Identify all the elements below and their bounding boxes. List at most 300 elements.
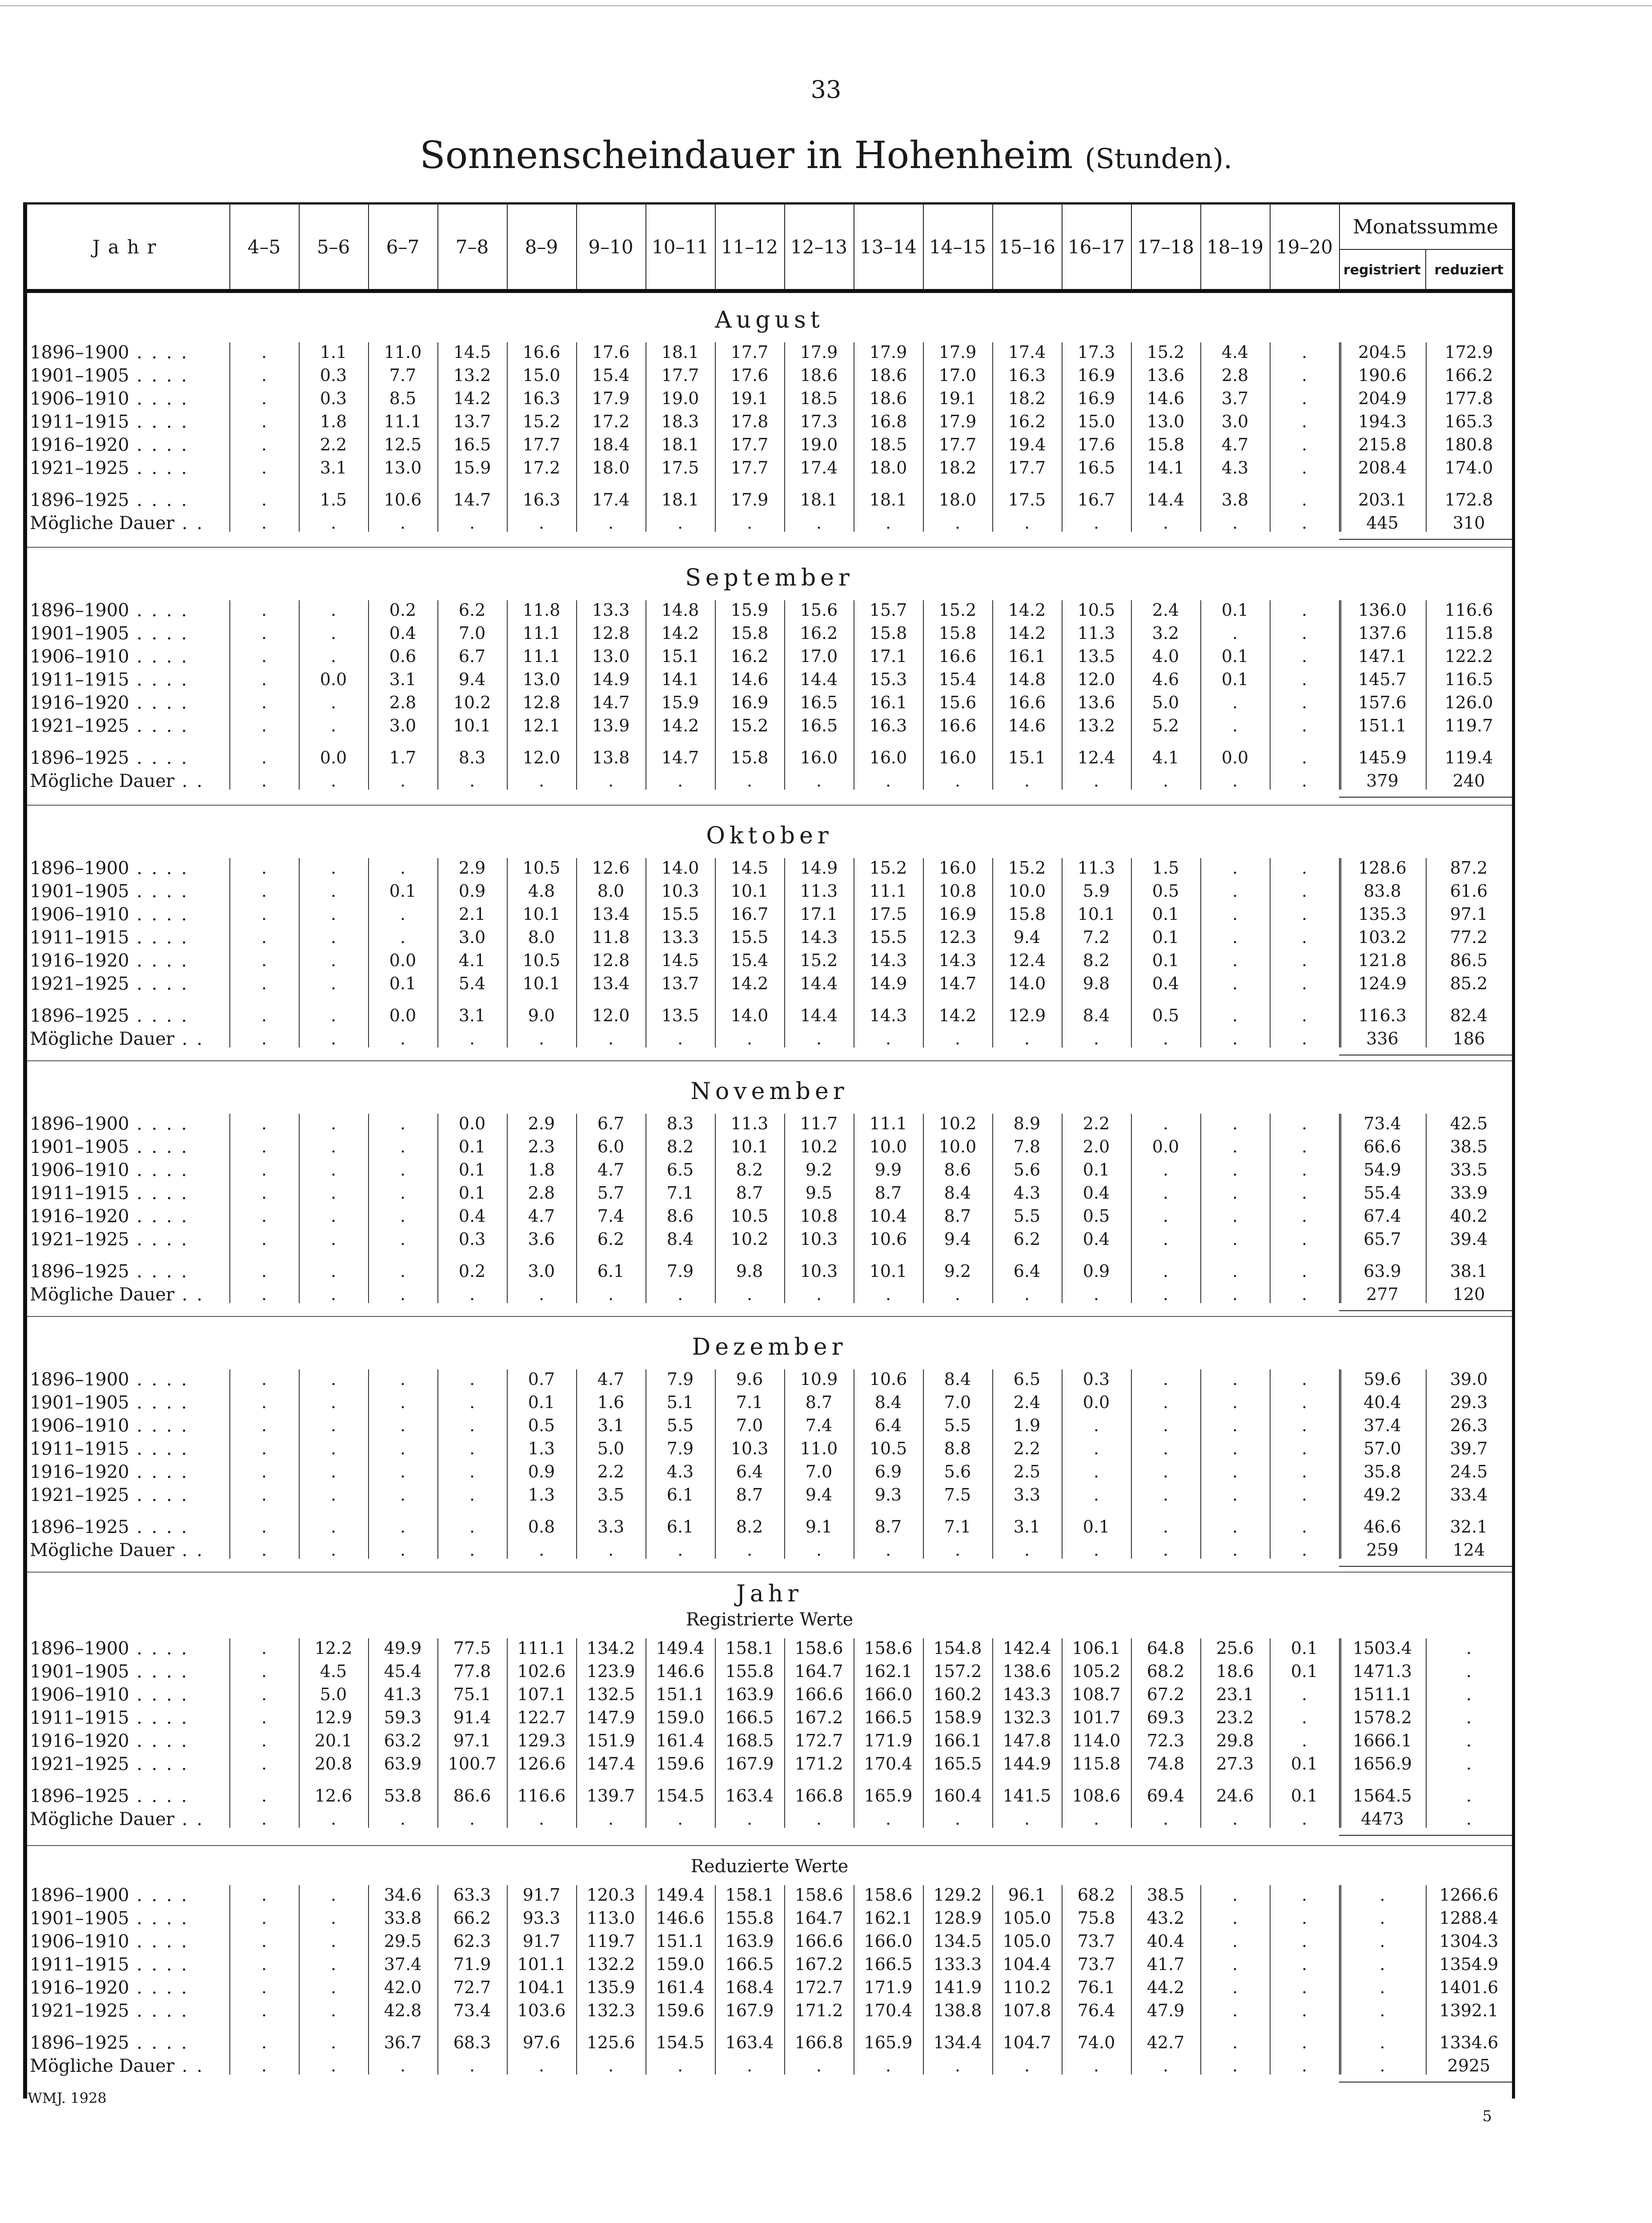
table-cell: 0.0 [1152,1137,1179,1156]
table-row [27,1954,1512,1976]
table-cell: 141.5 [1002,1786,1051,1806]
table-cell: . [469,1029,475,1048]
table-cell: 13.0 [592,646,630,666]
table-row [27,951,1512,972]
table-cell: 16.6 [522,342,561,362]
table-cell: . [1379,1954,1385,1974]
table-cell: 0.1 [389,881,417,901]
table-cell: . [261,1029,267,1048]
table-cell: 5.1 [666,1392,694,1412]
row-leader-dots: . . . . [129,1114,189,1134]
row-label [30,600,234,621]
table-cell: 76.4 [1077,2001,1115,2020]
row-leader-dots: . . . . [129,748,189,768]
table-cell: 151.9 [586,1731,635,1750]
table-cell: 5.0 [320,1685,347,1704]
table-cell: 151.1 [1358,716,1407,735]
table-cell: . [1093,1416,1099,1435]
table-cell: 18.1 [661,490,699,510]
table-cell: 16.7 [730,904,769,924]
table-cell: . [330,1416,337,1435]
table-cell: 134.5 [933,1931,982,1951]
table-cell: . [261,1954,267,1974]
table-cell: . [330,600,337,620]
table-cell: . [1232,1885,1238,1905]
header-hour: 16–17 [1062,205,1132,289]
table-cell: 126.0 [1444,693,1493,712]
table-cell: 17.2 [522,458,561,478]
table-cell: . [608,513,614,533]
table-cell: 0.1 [1221,600,1249,620]
table-cell: 138.6 [1002,1661,1051,1681]
table-cell: 32.1 [1450,1517,1488,1537]
row-label-text: 1896–1900 [30,858,129,879]
table-cell: 7.0 [736,1416,763,1435]
table-cell: 15.6 [938,693,977,712]
table-cell: 154.5 [656,1786,705,1806]
table-cell: 17.2 [592,412,630,431]
table-cell: 6.4 [736,1462,763,1481]
table-cell: . [1232,1462,1238,1481]
table-cell: . [1301,1369,1307,1389]
table-cell: 15.5 [730,927,769,947]
table-cell: 2.8 [528,1183,555,1203]
row-leader-dots: . . [174,1284,204,1305]
table-cell: . [261,513,267,533]
row-leader-dots: . . . . [129,2033,189,2053]
table-cell: 1288.4 [1439,1908,1499,1928]
table-cell: . [677,1284,683,1304]
table-cell: . [330,858,337,878]
table-cell: . [400,1416,406,1435]
table-cell: 73.7 [1077,1954,1115,1974]
table-cell: 2.2 [320,435,347,454]
row-leader-dots: . . . . [129,951,189,971]
row-label [30,1661,234,1682]
table-cell: 26.3 [1450,1416,1488,1435]
table-cell: 1.3 [528,1485,555,1505]
table-cell: 18.6 [800,365,838,385]
table-cell: . [261,771,267,790]
table-cell: 65.7 [1363,1229,1401,1249]
table-cell: 2.4 [1152,600,1179,620]
row-leader-dots: . . . . [129,1485,189,1505]
row-leader-dots: . . . . [129,974,189,994]
section-rule [27,547,1512,548]
table-cell: . [330,646,337,666]
table-cell: 0.6 [389,646,417,666]
table-cell: 17.5 [1008,490,1046,510]
table-cell: 1.1 [320,342,347,362]
table-cell: . [1163,1809,1169,1829]
table-cell: 16.3 [522,490,561,510]
table-cell: 15.2 [522,412,561,431]
row-label-text: 1896–1900 [30,1885,129,1906]
row-label-text: 1896–1925 [30,1006,129,1026]
row-label-text: 1921–1925 [30,1754,129,1774]
table-cell: . [746,1809,753,1829]
table-cell: . [1024,1029,1030,1048]
table-cell: 12.1 [522,716,561,735]
table-cell: 16.2 [800,623,838,643]
row-label-text: 1911–1915 [30,412,129,432]
table-cell: 116.3 [1358,1006,1407,1025]
table-cell: 0.1 [1291,1786,1318,1806]
table-cell: 39.0 [1450,1369,1488,1389]
table-cell: . [1301,513,1307,533]
row-leader-dots: . . . . [129,1517,189,1537]
row-leader-dots: . . [174,2056,204,2076]
table-cell: 15.9 [661,693,699,712]
table-cell: 0.5 [528,1416,555,1435]
table-cell: 68.2 [1147,1661,1185,1681]
sum-underline [1339,2082,1512,2083]
table-cell: . [1301,1685,1307,1704]
table-cell: 1.8 [320,412,347,431]
row-label-text: 1921–1925 [30,458,129,478]
table-cell: 6.9 [874,1462,902,1481]
page-title [0,133,1652,177]
table-cell: . [1301,1137,1307,1156]
table-cell: 144.9 [1002,1754,1051,1774]
table-cell: 24.5 [1450,1462,1488,1481]
table-cell: 6.4 [1013,1261,1041,1281]
table-cell: . [1232,1809,1238,1829]
table-cell: 108.7 [1072,1685,1121,1704]
table-cell: 158.6 [794,1885,843,1905]
table-cell: . [1301,1731,1307,1750]
row-label [30,1029,234,1049]
table-cell: 166.6 [794,1931,843,1951]
table-cell: . [330,1160,337,1180]
table-cell: 16.5 [800,693,838,712]
table-cell: 13.3 [661,927,699,947]
table-cell: 49.9 [384,1638,422,1658]
row-leader-dots: . . . . [129,881,189,902]
table-cell: 18.0 [869,458,907,478]
table-cell: 29.8 [1216,1731,1254,1750]
row-label-text: 1906–1910 [30,1160,129,1180]
table-cell: 3.1 [1013,1517,1041,1537]
table-cell: 147.1 [1358,646,1407,666]
table-cell: 34.6 [384,1885,422,1905]
table-cell: 147.4 [586,1754,635,1774]
table-cell: . [608,1284,614,1304]
table-cell: 165.3 [1444,412,1493,431]
table-cell: 0.4 [389,623,417,643]
table-cell: 41.7 [1147,1954,1185,1974]
table-cell: 23.2 [1216,1708,1254,1727]
table-cell: 10.5 [1077,600,1115,620]
table-cell: . [330,1006,337,1025]
table-cell: 3.7 [1221,389,1249,408]
row-leader-dots: . . . . [129,1392,189,1413]
row-leader-dots: . . . . [129,693,189,713]
row-label-text: Mögliche Dauer [30,1540,175,1561]
table-cell: . [261,1731,267,1750]
table-cell: . [1301,2033,1307,2052]
table-cell: . [1379,1931,1385,1951]
table-cell: 11.3 [800,881,838,901]
table-cell: 1564.5 [1353,1786,1412,1806]
table-cell: . [261,1908,267,1928]
sum-underline [1339,539,1512,540]
table-cell: 16.2 [1008,412,1046,431]
table-cell: 5.0 [597,1439,625,1458]
table-cell: . [746,2056,753,2075]
table-cell: . [261,904,267,924]
table-cell: . [1163,771,1169,790]
table-cell: . [261,881,267,901]
table-cell: 7.1 [944,1517,971,1537]
table-cell: 64.8 [1147,1638,1185,1658]
row-leader-dots: . . . . [129,435,189,455]
table-cell: 14.2 [730,974,769,993]
table-cell: . [261,1931,267,1951]
table-cell: 115.8 [1072,1754,1121,1774]
table-cell: . [330,1978,337,1997]
table-cell: . [330,904,337,924]
table-cell: . [816,1540,822,1560]
table-cell: 12.8 [592,951,630,970]
table-cell: 15.9 [453,458,491,478]
table-cell: 16.0 [869,748,907,767]
row-label-text: 1921–1925 [30,974,129,994]
table-cell: 96.1 [1008,1885,1046,1905]
table-cell: . [261,2001,267,2020]
table-cell: 168.5 [725,1731,774,1750]
table-cell: 101.7 [1072,1708,1121,1727]
table-cell: 15.5 [869,927,907,947]
table-cell: 14.4 [1147,490,1185,510]
table-cell: 0.1 [1083,1517,1110,1537]
table-cell: 16.0 [938,748,977,767]
table-cell: 151.1 [656,1931,705,1951]
row-leader-dots: . . . . [129,1229,189,1250]
table-cell: 168.4 [725,1978,774,1997]
row-label [30,974,234,994]
table-cell: . [1232,771,1238,790]
row-leader-dots: . . . . [129,670,189,690]
table-cell: 17.6 [592,342,630,362]
table-cell: 4.3 [1221,458,1249,478]
table-cell: 5.9 [1083,881,1110,901]
table-cell: 161.4 [656,1731,705,1750]
table-cell: 2.9 [458,858,486,878]
table-cell: . [1466,1809,1472,1829]
table-cell: 85.2 [1450,974,1488,993]
table-cell: 17.5 [661,458,699,478]
table-cell: . [1163,1284,1169,1304]
row-leader-dots: . . . . [129,600,189,621]
table-cell: 25.6 [1216,1638,1254,1658]
table-cell: 91.4 [453,1708,491,1727]
table-cell: 33.4 [1450,1485,1488,1505]
table-cell: . [400,1809,406,1829]
row-label-text: 1906–1910 [30,389,129,409]
table-cell: . [677,1029,683,1048]
table-cell: 47.9 [1147,2001,1185,2020]
table-cell: 103.2 [1358,927,1407,947]
table-cell: 13.2 [453,365,491,385]
table-cell: 0.1 [1083,1160,1110,1180]
row-label-text: 1901–1905 [30,1661,129,1682]
table-cell: 7.4 [805,1416,833,1435]
row-label-text: 1906–1910 [30,1931,129,1952]
table-cell: 29.3 [1450,1392,1488,1412]
table-cell: 4.8 [528,881,555,901]
table-cell: . [330,1485,337,1505]
table-cell: . [1301,1416,1307,1435]
table-cell: 163.9 [725,1685,774,1704]
table-cell: 14.3 [938,951,977,970]
table-cell: . [1301,646,1307,666]
table-cell: . [1466,1731,1472,1750]
table-cell: 14.2 [938,1006,977,1025]
table-cell: . [1163,1261,1169,1281]
table-cell: . [1232,1369,1238,1389]
table-cell: 2.8 [1221,365,1249,385]
table-cell: 8.5 [389,389,417,408]
table-cell: . [469,1392,475,1412]
row-label-text: 1901–1905 [30,881,129,902]
table-cell: 2925 [1447,2056,1491,2075]
table-cell: 171.2 [794,2001,843,2020]
table-row [27,1685,1512,1706]
table-cell: 124.9 [1358,974,1407,993]
table-cell: 13.0 [384,458,422,478]
table-cell: 15.0 [1077,412,1115,431]
table-cell: 0.0 [1221,748,1249,767]
table-cell: 17.9 [800,342,838,362]
table-cell: 171.2 [794,1754,843,1774]
table-cell: 3.2 [1152,623,1179,643]
table-cell: 155.8 [725,1661,774,1681]
table-cell: 12.4 [1077,748,1115,767]
table-cell: 17.4 [1008,342,1046,362]
table-cell: . [469,1485,475,1505]
table-cell: . [538,2056,545,2075]
table-cell: 139.7 [586,1786,635,1806]
header-hour: 5–6 [299,205,369,289]
table-cell: 6.7 [597,1114,625,1133]
table-cell: 4.1 [458,951,486,970]
table-cell: . [1301,858,1307,878]
table-cell: . [261,1439,267,1458]
table-cell: 0.1 [528,1392,555,1412]
table-cell: 8.7 [874,1517,902,1537]
header-monatssumme [1339,205,1512,289]
table-cell: . [1163,1029,1169,1048]
table-cell: . [1232,2001,1238,2020]
table-cell: . [261,1638,267,1658]
table-cell: 5.5 [944,1416,971,1435]
table-cell: 45.4 [384,1661,422,1681]
table-cell: 13.4 [592,904,630,924]
table-cell: . [608,1540,614,1560]
table-cell: 104.7 [1002,2033,1051,2052]
table-cell: . [1301,1462,1307,1481]
table-cell: 10.8 [938,881,977,901]
table-cell: 73.4 [453,2001,491,2020]
table-cell: . [1093,1540,1099,1560]
table-cell: 1.9 [1013,1416,1041,1435]
table-cell: 6.1 [666,1485,694,1505]
table-cell: . [400,1029,406,1048]
table-cell: 4.7 [597,1160,625,1180]
row-label [30,693,234,713]
table-cell: 17.7 [730,435,769,454]
row-label [30,1708,234,1728]
table-cell: 165.9 [864,1786,913,1806]
table-cell: . [400,1160,406,1180]
table-cell: 19.4 [1008,435,1046,454]
table-cell: 9.4 [805,1485,833,1505]
table-cell: . [1232,1284,1238,1304]
table-cell: . [261,1754,267,1774]
table-cell: . [1301,881,1307,901]
table-cell: 159.6 [656,1754,705,1774]
table-cell: 171.9 [864,1731,913,1750]
table-cell: 3.0 [1221,412,1249,431]
table-cell: 7.0 [805,1462,833,1481]
table-cell: 10.5 [522,858,561,878]
table-cell: 17.0 [938,365,977,385]
table-row [27,1137,1512,1158]
row-label-text: 1916–1920 [30,1978,129,1998]
table-cell: 10.2 [800,1137,838,1156]
header-hour: 14–15 [923,205,993,289]
table-cell: 8.7 [736,1485,763,1505]
table-cell: 75.8 [1077,1908,1115,1928]
table-cell: 1511.1 [1353,1685,1412,1704]
row-leader-dots: . . . . [129,1954,189,1975]
table-row [27,927,1512,949]
table-cell: . [330,1392,337,1412]
table-cell: 13.5 [1077,646,1115,666]
table-cell: 8.2 [736,1517,763,1537]
table-cell: . [261,1885,267,1905]
table-cell: 17.7 [938,435,977,454]
table-cell: 115.8 [1444,623,1493,643]
table-cell: . [1232,951,1238,970]
row-label [30,1183,234,1204]
section-title: September [685,565,854,591]
table-cell: . [1379,2001,1385,2020]
table-cell: . [1163,1485,1169,1505]
table-cell: 17.0 [800,646,838,666]
row-label [30,1369,234,1390]
table-cell: 119.7 [586,1931,635,1951]
table-cell: 379 [1366,771,1399,790]
table-cell: 1334.6 [1439,2033,1499,2052]
table-cell: 8.8 [944,1439,971,1458]
table-cell: 4.1 [1152,748,1179,767]
table-cell: 157.2 [933,1661,982,1681]
table-cell: 54.9 [1363,1160,1401,1180]
table-cell: 17.8 [730,412,769,431]
row-label [30,1908,234,1929]
header-monatssumme-label: Monatssumme [1339,205,1512,250]
table-cell: 11.0 [800,1439,838,1458]
table-cell: . [261,1978,267,1997]
table-row [27,904,1512,926]
table-cell: 113.0 [586,1908,635,1928]
row-leader-dots: . . . . [129,1908,189,1929]
table-row [27,342,1512,364]
table-cell: 13.7 [453,412,491,431]
row-label-text: 1916–1920 [30,1731,129,1751]
